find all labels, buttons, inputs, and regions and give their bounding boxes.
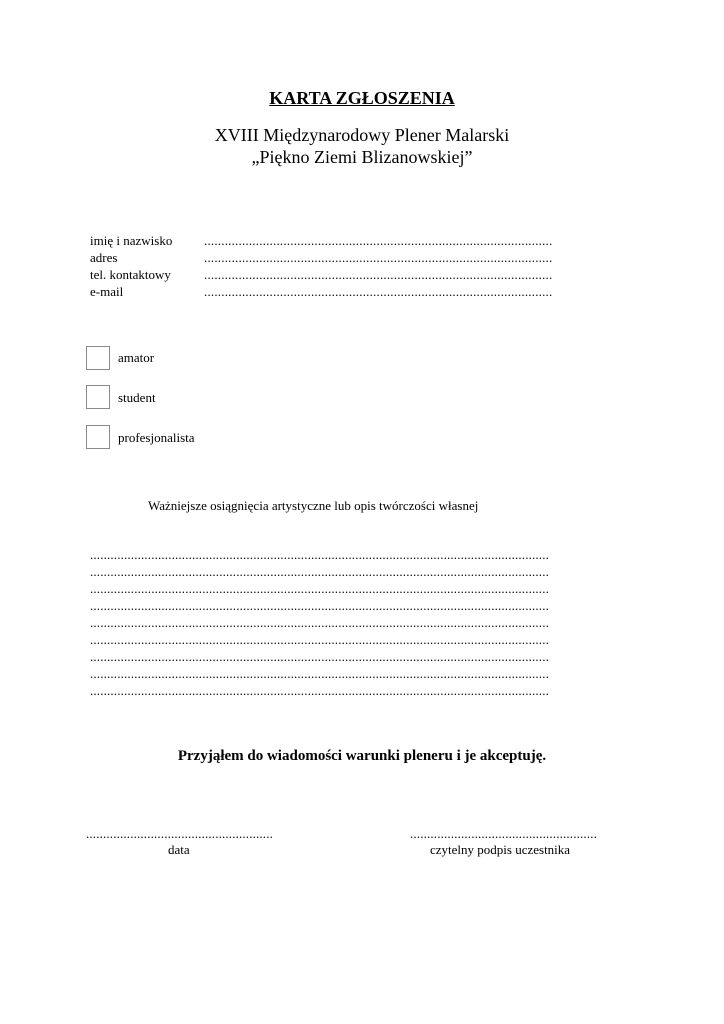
signature-line[interactable]: ....................................................... bbox=[410, 826, 597, 841]
date-line[interactable]: ....................................................... bbox=[86, 826, 273, 841]
checkbox-professional[interactable] bbox=[86, 425, 110, 449]
date-label: data bbox=[168, 842, 190, 857]
field-label-email: e-mail bbox=[90, 284, 124, 299]
achievements-line[interactable]: ....................................................................................................................................... bbox=[90, 683, 549, 698]
achievements-line[interactable]: ....................................................................................................................................... bbox=[90, 666, 549, 681]
checkbox-label-student: student bbox=[118, 390, 156, 405]
field-label-name: imię i nazwisko bbox=[90, 233, 173, 248]
achievements-line[interactable]: ....................................................................................................................................... bbox=[90, 581, 549, 596]
achievements-line[interactable]: ....................................................................................................................................... bbox=[90, 649, 549, 664]
field-line-phone[interactable]: ..................................................................................................... bbox=[204, 267, 553, 282]
achievements-line[interactable]: ....................................................................................................................................... bbox=[90, 598, 549, 613]
event-motto: „Piękno Ziemi Blizanowskiej” bbox=[251, 147, 473, 167]
achievements-heading: Ważniejsze osiągnięcia artystyczne lub opis twórczości własnej bbox=[148, 498, 479, 513]
checkbox-label-amator: amator bbox=[118, 350, 155, 365]
event-name: XVIII Międzynarodowy Plener Malarski bbox=[214, 125, 510, 145]
field-line-name[interactable]: ..................................................................................................... bbox=[204, 233, 553, 248]
field-label-phone: tel. kontaktowy bbox=[90, 267, 171, 282]
achievements-line[interactable]: ....................................................................................................................................... bbox=[90, 547, 549, 562]
checkbox-amator[interactable] bbox=[86, 346, 110, 370]
achievements-line[interactable]: ....................................................................................................................................... bbox=[90, 564, 549, 579]
field-label-address: adres bbox=[90, 250, 118, 265]
checkbox-label-professional: profesjonalista bbox=[118, 430, 195, 445]
achievements-line[interactable]: ....................................................................................................................................... bbox=[90, 632, 549, 647]
form-title: KARTA ZGŁOSZENIA bbox=[269, 88, 455, 108]
achievements-line[interactable]: ....................................................................................................................................... bbox=[90, 615, 549, 630]
field-line-address[interactable]: ..................................................................................................... bbox=[204, 250, 553, 265]
checkbox-student[interactable] bbox=[86, 385, 110, 409]
signature-label: czytelny podpis uczestnika bbox=[430, 842, 571, 857]
field-line-email[interactable]: ..................................................................................................... bbox=[204, 284, 553, 299]
acceptance-statement: Przyjąłem do wiadomości warunki pleneru i je akceptuję. bbox=[177, 748, 547, 764]
